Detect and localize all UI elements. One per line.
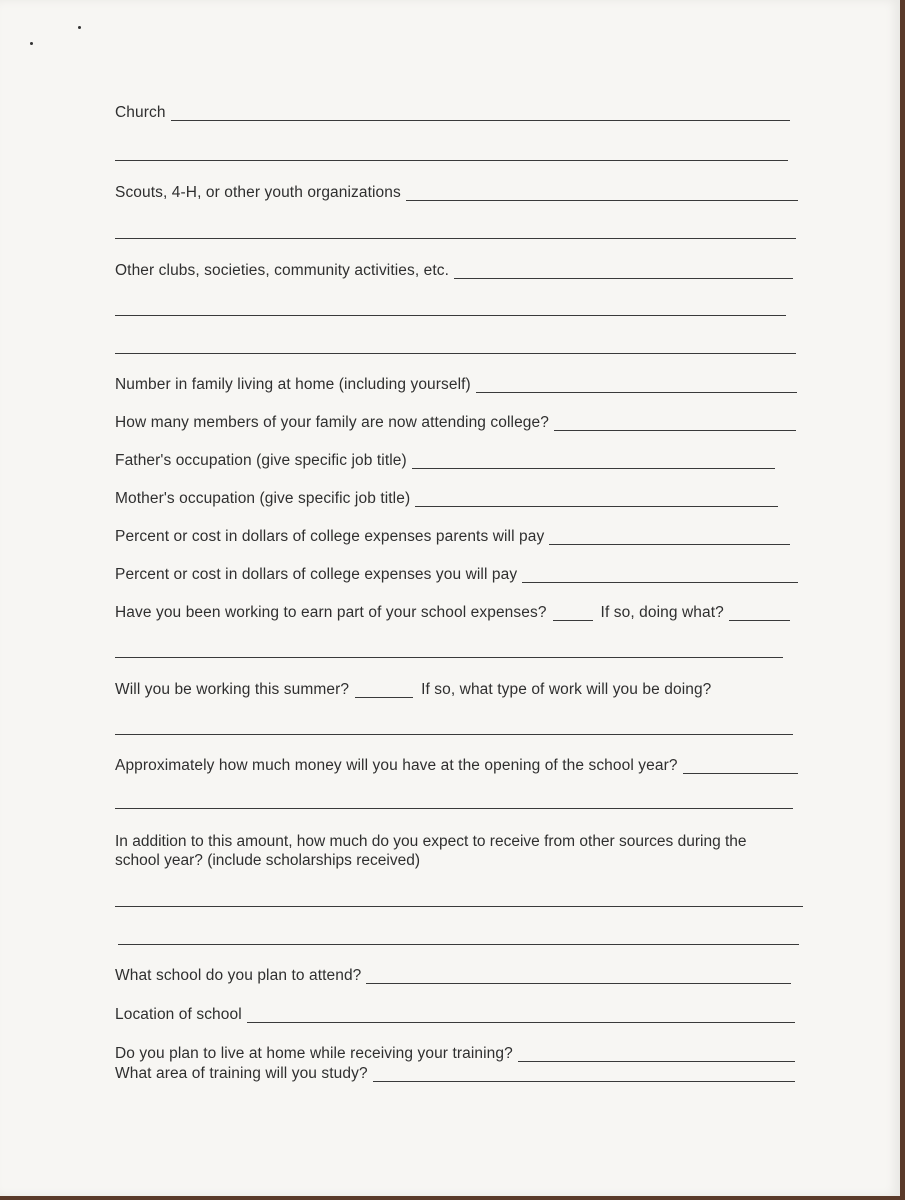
school-attend-label: What school do you plan to attend? <box>115 967 362 984</box>
training-area-label: What area of training will you study? <box>115 1065 368 1082</box>
family-at-home-row <box>115 372 797 396</box>
working-what-field-2[interactable] <box>115 657 783 658</box>
family-in-college-row <box>115 410 796 434</box>
school-location-field[interactable] <box>247 1021 795 1023</box>
other-sources-line-2: school year? (include scholarships received) <box>115 852 420 869</box>
summer-type-label: If so, what type of work will you be doing? <box>421 681 712 698</box>
other-clubs-field-3[interactable] <box>115 353 796 354</box>
money-opening-label: Approximately how much money will you have at the opening of the school year? <box>115 757 678 774</box>
father-occupation-field[interactable] <box>412 467 775 469</box>
church-field[interactable] <box>171 119 790 121</box>
other-sources-field-1[interactable] <box>115 906 803 907</box>
other-clubs-row <box>115 258 793 282</box>
parents-pay-field[interactable] <box>549 543 790 545</box>
youth-orgs-field[interactable] <box>406 199 798 201</box>
you-pay-row <box>115 562 798 586</box>
working-question-label: Have you been working to earn part of your school expenses? <box>115 604 547 621</box>
live-home-label: Do you plan to live at home while receiving your training? <box>115 1045 513 1062</box>
church-label: Church <box>115 104 166 121</box>
father-occupation-label: Father's occupation (give specific job title) <box>115 452 407 469</box>
parents-pay-row <box>115 524 790 548</box>
working-what-label: If so, doing what? <box>600 604 724 621</box>
other-sources-question <box>115 832 805 870</box>
mother-occupation-field[interactable] <box>415 505 778 507</box>
family-at-home-field[interactable] <box>476 391 797 393</box>
other-sources-field-2[interactable] <box>118 944 799 945</box>
youth-orgs-label: Scouts, 4-H, or other youth organizations <box>115 184 401 201</box>
mother-occupation-row <box>115 486 778 510</box>
summer-question-label: Will you be working this summer? <box>115 681 350 698</box>
other-sources-line-1: In addition to this amount, how much do you expect to receive from other sources during the <box>115 833 747 850</box>
money-opening-row <box>115 753 798 777</box>
church-row <box>115 100 790 124</box>
school-attend-row <box>115 963 791 987</box>
working-what-field[interactable] <box>729 619 790 621</box>
money-opening-field[interactable] <box>683 772 798 774</box>
you-pay-field[interactable] <box>522 581 798 583</box>
training-area-field[interactable] <box>373 1080 795 1082</box>
money-opening-field-2[interactable] <box>115 808 793 809</box>
training-area-row <box>115 1061 795 1085</box>
paper-speck <box>78 26 81 29</box>
summer-row <box>115 677 795 701</box>
summer-yesno-field[interactable] <box>355 696 413 698</box>
other-clubs-label: Other clubs, societies, community activities, etc. <box>115 262 450 279</box>
family-in-college-label: How many members of your family are now attending college? <box>115 414 549 431</box>
other-clubs-field-2[interactable] <box>115 315 786 316</box>
you-pay-label: Percent or cost in dollars of college expenses you will pay <box>115 566 518 583</box>
father-occupation-row <box>115 448 775 472</box>
youth-orgs-row <box>115 180 798 204</box>
paper-speck <box>30 42 33 45</box>
youth-orgs-field-2[interactable] <box>115 238 796 239</box>
working-yesno-field[interactable] <box>553 619 593 621</box>
school-location-row <box>115 1002 795 1026</box>
other-clubs-field[interactable] <box>454 277 793 279</box>
family-in-college-field[interactable] <box>554 429 796 431</box>
summer-type-field[interactable] <box>115 734 793 735</box>
family-at-home-label: Number in family living at home (including yourself) <box>115 376 471 393</box>
working-row <box>115 600 790 624</box>
school-location-label: Location of school <box>115 1006 242 1023</box>
church-field-2[interactable] <box>115 160 788 161</box>
school-attend-field[interactable] <box>366 982 791 984</box>
mother-occupation-label: Mother's occupation (give specific job title) <box>115 490 411 507</box>
parents-pay-label: Percent or cost in dollars of college expenses parents will pay <box>115 528 545 545</box>
